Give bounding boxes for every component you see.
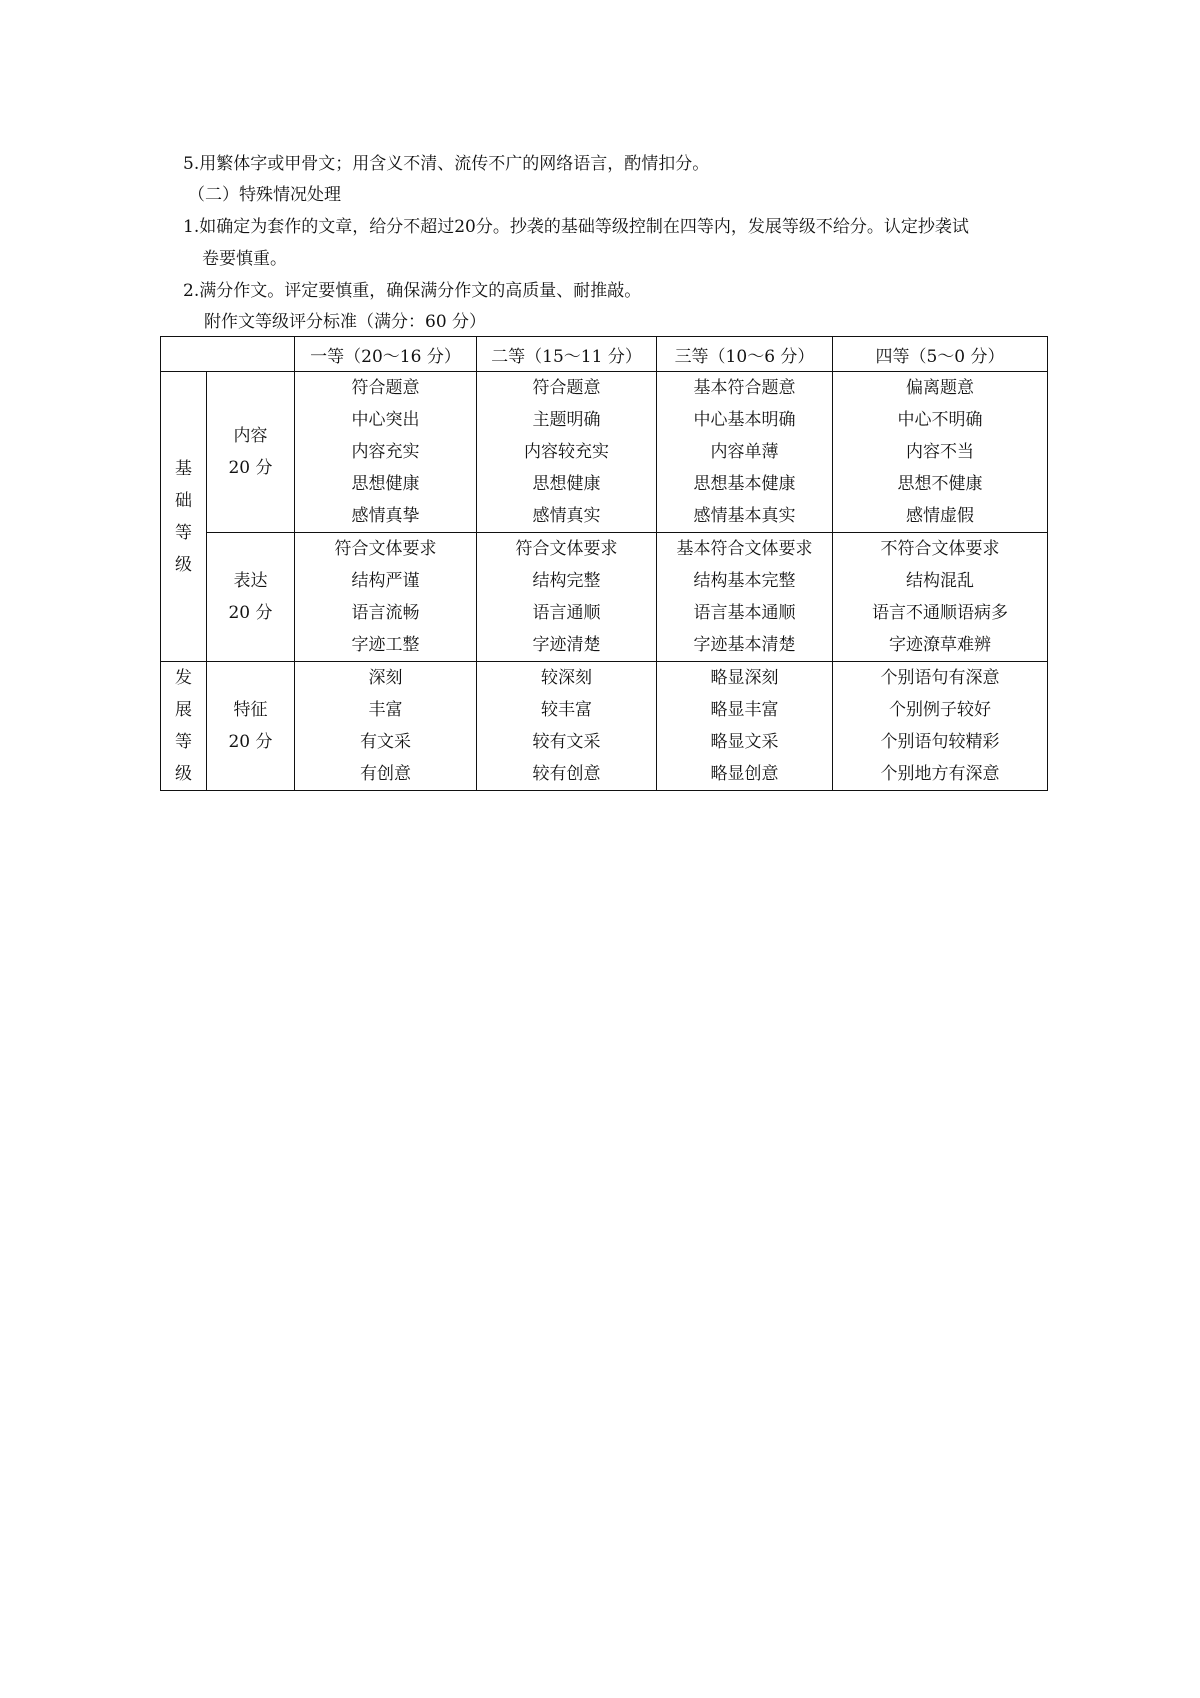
content-grade-4-cell: 偏离题意 中心不明确 内容不当 思想不健康 感情虚假 [833, 372, 1048, 533]
expression-grade-3-cell: 基本符合文体要求 结构基本完整 语言基本通顺 字迹基本清楚 [657, 533, 833, 662]
content-grade-2-cell: 符合题意 主题明确 内容较充实 思想健康 感情真实 [477, 372, 657, 533]
rule-2-text: 2.满分作文。评定要慎重，确保满分作文的高质量、耐推敲。 [183, 281, 642, 301]
group-basic-level: 基 础 等 级 [161, 372, 207, 662]
expression-grade-4-cell: 不符合文体要求 结构混乱 语言不通顺语病多 字迹潦草难辨 [833, 533, 1048, 662]
essay-grading-table [160, 336, 1048, 791]
feature-row [161, 662, 1048, 791]
table-header-row [161, 337, 1048, 372]
content-row [161, 372, 1048, 533]
header-grade-4: 四等（5～0 分） [833, 337, 1048, 372]
feature-grade-3-cell: 略显深刻 略显丰富 略显文采 略显创意 [657, 662, 833, 791]
feature-grade-4-cell: 个别语句有深意 个别例子较好 个别语句较精彩 个别地方有深意 [833, 662, 1048, 791]
content-grade-1-cell: 符合题意 中心突出 内容充实 思想健康 感情真挚 [295, 372, 477, 533]
expression-row [161, 533, 1048, 662]
table-caption: 附作文等级评分标准（满分：60 分） [204, 312, 487, 332]
section-heading-special-cases: （二）特殊情况处理 [188, 185, 341, 205]
expression-grade-1-cell: 符合文体要求 结构严谨 语言流畅 字迹工整 [295, 533, 477, 662]
feature-grade-1-cell: 深刻 丰富 有文采 有创意 [295, 662, 477, 791]
rule-1-text-continued: 卷要慎重。 [202, 249, 287, 269]
header-grade-2: 二等（15～11 分） [477, 337, 657, 372]
sub-expression: 表达 20 分 [207, 533, 295, 662]
header-grade-1: 一等（20～16 分） [295, 337, 477, 372]
header-grade-3: 三等（10～6 分） [657, 337, 833, 372]
content-grade-3-cell: 基本符合题意 中心基本明确 内容单薄 思想基本健康 感情基本真实 [657, 372, 833, 533]
sub-content: 内容 20 分 [207, 372, 295, 533]
sub-feature: 特征 20 分 [207, 662, 295, 791]
rule-5-text: 5.用繁体字或甲骨文；用含义不清、流传不广的网络语言，酌情扣分。 [183, 154, 710, 174]
rule-1-text: 1.如确定为套作的文章，给分不超过20分。抄袭的基础等级控制在四等内，发展等级不给分。认定抄袭试 [183, 217, 969, 237]
group-development-level: 发 展 等 级 [161, 662, 207, 791]
expression-grade-2-cell: 符合文体要求 结构完整 语言通顺 字迹清楚 [477, 533, 657, 662]
feature-grade-2-cell: 较深刻 较丰富 较有文采 较有创意 [477, 662, 657, 791]
header-corner-cell [161, 337, 295, 372]
